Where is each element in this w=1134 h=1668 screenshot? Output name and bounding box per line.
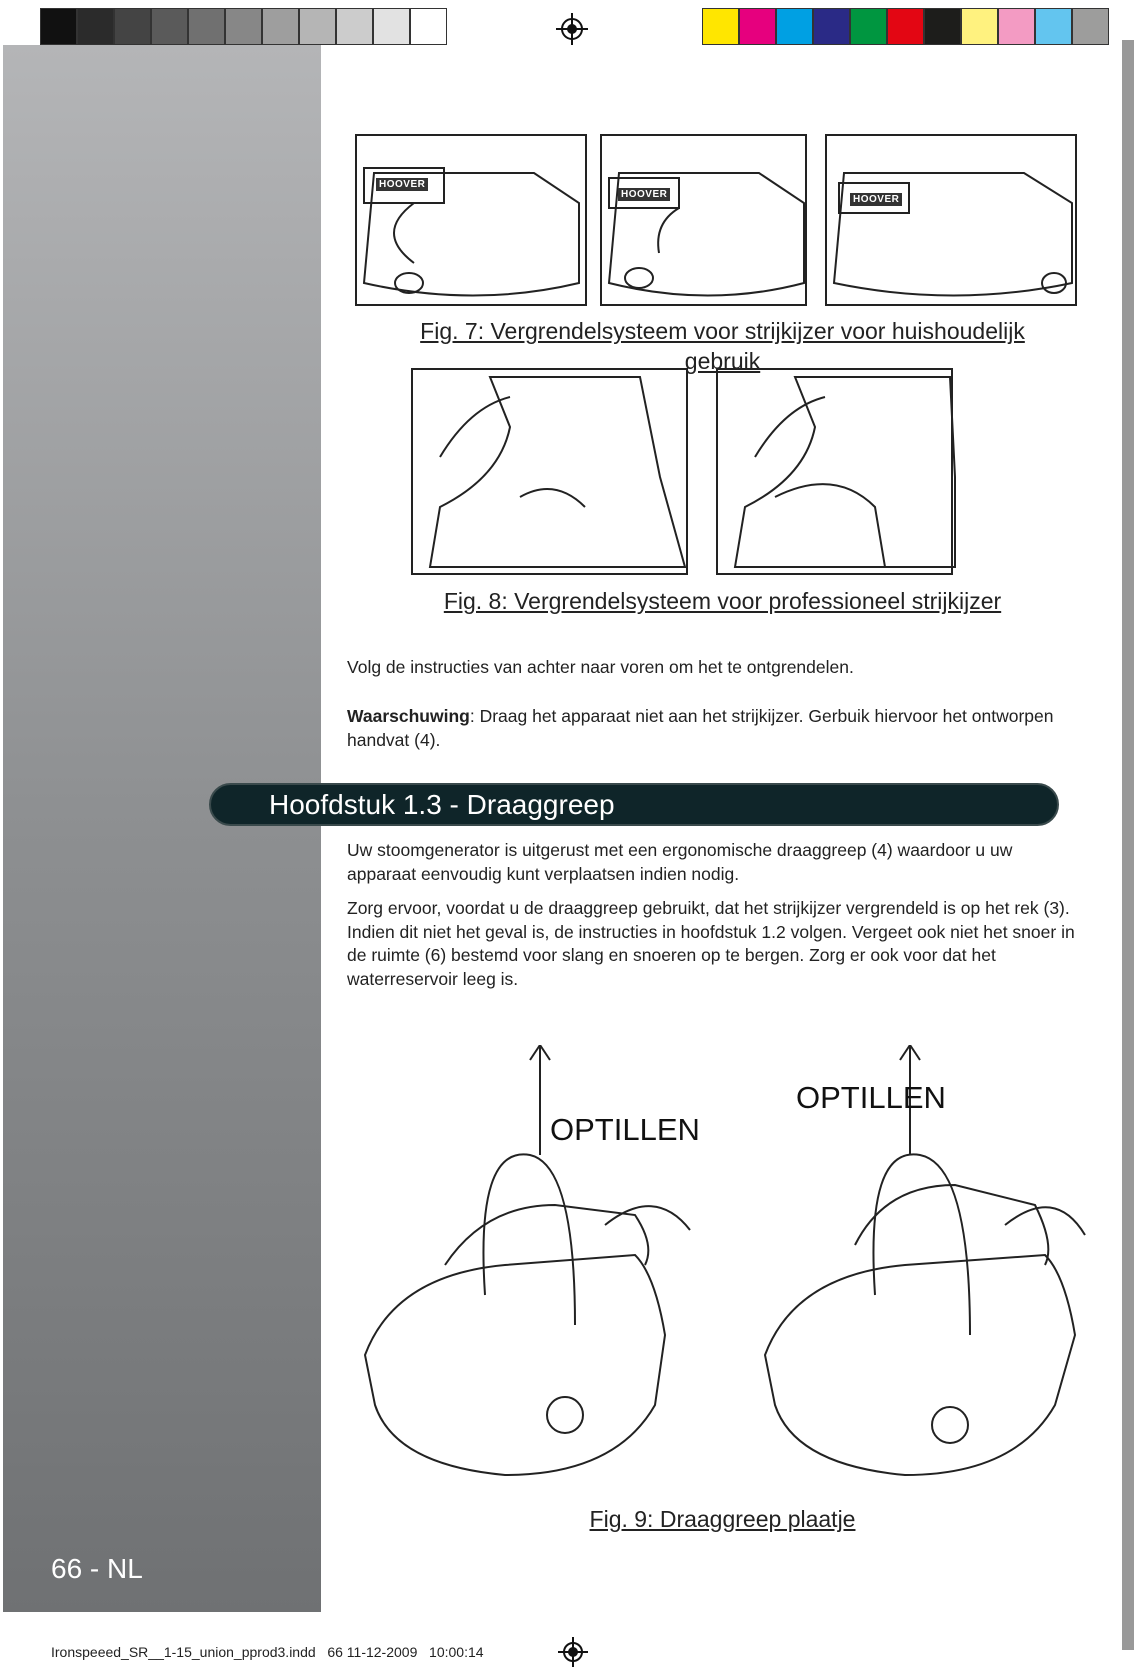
- color-swatch: [850, 8, 887, 45]
- gray-swatch: [114, 8, 151, 45]
- color-swatch: [1035, 8, 1072, 45]
- fig9-illustration: [355, 1045, 1095, 1485]
- warning-body: : Draag het apparaat niet aan het strijkijzer. Gerbuik hiervoor het ontworpen handvat (4).: [347, 706, 1054, 750]
- fig7-caption-line1: Fig. 7: Vergrendelsysteem voor strijkijzer voor huishoudelijk: [420, 318, 1025, 344]
- section-heading: [209, 783, 1059, 826]
- color-swatch: [924, 8, 961, 45]
- section-paragraph-2: Zorg ervoor, voordat u de draaggreep gebruikt, dat het strijkijzer vergrendeld is op het rek (3). Indien dit niet het geval is, de instructies in hoofdstuk 1.2 volgen. Vergeet ook niet het snoer in de ruimte (6) bestemd voor slang en snoeren op te bergen. Zorg er ook voor dat het waterreservoir leeg is.: [347, 898, 1075, 989]
- gray-swatch: [336, 8, 373, 45]
- brand-label-fig7-middle: HOOVER: [618, 188, 670, 201]
- section-paragraph-1: Uw stoomgenerator is uitgerust met een ergonomische draaggreep (4) waardoor u uw apparaat eenvoudig kunt verplaatsen indien nodig.: [347, 840, 1013, 884]
- gray-swatch: [40, 8, 77, 45]
- fig8-illustration: [410, 367, 1005, 579]
- gray-swatch: [299, 8, 336, 45]
- color-swatch: [776, 8, 813, 45]
- gray-swatch: [410, 8, 447, 45]
- color-swatch: [739, 8, 776, 45]
- right-edge-strip: [1122, 40, 1134, 1650]
- gray-swatch: [188, 8, 225, 45]
- section-title: Hoofdstuk 1.3 - Draaggreep: [269, 789, 615, 820]
- color-swatch: [1072, 8, 1109, 45]
- gray-swatch: [151, 8, 188, 45]
- crosshair-icon: [558, 1637, 588, 1667]
- lift-label-left: OPTILLEN: [550, 1112, 700, 1147]
- fig8-caption: Fig. 8: Vergrendelsysteem voor professioneel strijkijzer: [443, 588, 1002, 614]
- page-number: 66 - NL: [51, 1553, 143, 1584]
- color-swatch: [813, 8, 850, 45]
- print-footer: Ironspeeed_SR__1-15_union_pprod3.indd 66 11-12-2009 10:00:14: [51, 1644, 484, 1660]
- gray-swatch: [373, 8, 410, 45]
- fig9-caption: Fig. 9: Draaggreep plaatje: [589, 1506, 856, 1532]
- warning-text: [347, 705, 1067, 752]
- fig7-caption-line2: gebruik: [684, 348, 761, 374]
- gray-swatch: [77, 8, 114, 45]
- instruction-text: Volg de instructies van achter naar voren om het te ontgrendelen.: [347, 657, 854, 677]
- lift-label-right: OPTILLEN: [796, 1080, 946, 1115]
- sidebar-band: [3, 45, 321, 1612]
- fig7-illustration: [354, 133, 1084, 308]
- gray-swatch: [225, 8, 262, 45]
- warning-label: Waarschuwing: [347, 706, 470, 726]
- brand-label-fig7-left: HOOVER: [376, 178, 428, 191]
- brand-label-fig7-right: HOOVER: [850, 193, 902, 206]
- color-swatch: [702, 8, 739, 45]
- color-swatch: [998, 8, 1035, 45]
- gray-swatch: [262, 8, 299, 45]
- color-swatch: [887, 8, 924, 45]
- crosshair-icon: [556, 13, 588, 45]
- color-swatch: [961, 8, 998, 45]
